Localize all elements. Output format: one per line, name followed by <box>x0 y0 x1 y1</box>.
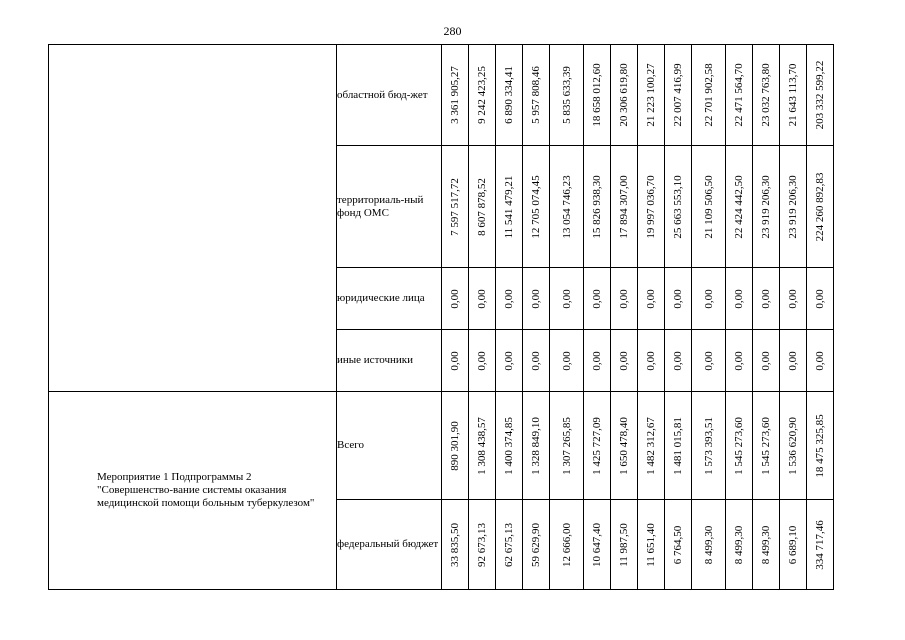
value-text: 22 424 442,50 <box>733 174 745 239</box>
value-cell <box>496 500 523 590</box>
value-cell <box>665 268 692 330</box>
value-cell <box>523 45 550 146</box>
value-text: 18 658 012,60 <box>591 63 603 127</box>
value-text: 0,00 <box>814 350 826 371</box>
value-cell <box>638 500 665 590</box>
value-text: 0,00 <box>760 350 772 371</box>
value-cell <box>550 392 584 500</box>
value-cell <box>496 330 523 392</box>
value-cell <box>496 392 523 500</box>
value-cell <box>584 500 611 590</box>
value-cell <box>807 268 834 330</box>
value-text: 0,00 <box>618 288 630 309</box>
value-cell <box>584 268 611 330</box>
value-cell <box>753 500 780 590</box>
value-cell <box>496 45 523 146</box>
value-cell <box>726 45 753 146</box>
value-cell <box>469 146 496 268</box>
value-text: 0,00 <box>787 350 799 371</box>
value-cell <box>665 500 692 590</box>
value-text: 21 109 506,50 <box>702 174 715 239</box>
value-cell <box>611 500 638 590</box>
value-text: 20 306 619,80 <box>618 63 630 127</box>
value-text: 8 499,30 <box>733 525 745 564</box>
page-number: 280 <box>443 24 462 38</box>
value-text: 3 361 905,27 <box>449 66 461 124</box>
value-text: 22 007 416,99 <box>672 63 684 127</box>
value-cell <box>523 392 550 500</box>
value-text: 0,00 <box>618 350 630 371</box>
value-cell <box>442 330 469 392</box>
value-cell <box>638 330 665 392</box>
value-cell <box>584 146 611 268</box>
value-cell <box>638 392 665 500</box>
value-text: 62 675,13 <box>503 522 515 567</box>
value-text: 1 425 727,09 <box>591 416 603 475</box>
measure-cell <box>49 392 337 590</box>
value-cell <box>550 45 584 146</box>
value-cell <box>442 146 469 268</box>
value-cell <box>638 45 665 146</box>
source-label: иные источники <box>337 330 442 392</box>
value-text: 0,00 <box>645 288 657 309</box>
value-cell <box>496 268 523 330</box>
value-text: 1 573 393,51 <box>702 416 715 475</box>
value-cell <box>469 392 496 500</box>
source-label: федеральный бюджет <box>337 500 442 590</box>
value-text: 5 835 633,39 <box>560 66 573 124</box>
value-text: 0,00 <box>814 288 826 309</box>
value-cell <box>442 268 469 330</box>
value-text: 1 545 273,60 <box>760 416 772 475</box>
value-cell <box>550 330 584 392</box>
value-cell <box>726 392 753 500</box>
value-text: 11 541 479,21 <box>503 175 515 238</box>
value-text: 22 471 564,70 <box>733 63 745 127</box>
table-row <box>49 45 834 146</box>
value-text: 1 482 312,67 <box>645 416 657 475</box>
value-text: 12 705 074,45 <box>530 174 542 239</box>
value-text: 0,00 <box>733 288 745 309</box>
value-text: 21 223 100,27 <box>645 63 657 127</box>
value-cell <box>611 45 638 146</box>
value-cell <box>442 500 469 590</box>
value-cell <box>753 392 780 500</box>
value-cell <box>611 330 638 392</box>
value-cell <box>726 500 753 590</box>
value-text: 10 647,40 <box>591 522 603 567</box>
value-cell <box>665 330 692 392</box>
value-text: 19 997 036,70 <box>645 174 657 239</box>
value-cell <box>611 392 638 500</box>
value-cell <box>523 146 550 268</box>
measure-cell-empty <box>49 45 337 392</box>
value-text: 21 643 113,70 <box>787 63 799 127</box>
value-text: 8 499,30 <box>760 525 772 564</box>
value-cell <box>523 330 550 392</box>
value-cell <box>753 45 780 146</box>
value-text: 23 919 206,30 <box>787 174 799 239</box>
value-text: 15 826 938,30 <box>591 174 603 239</box>
value-text: 18 475 325,85 <box>814 413 826 478</box>
value-text: 6 890 334,41 <box>503 66 515 124</box>
source-label: территориаль-ный фонд ОМС <box>337 146 442 268</box>
value-cell <box>753 146 780 268</box>
value-cell <box>692 45 726 146</box>
source-label: юридические лица <box>337 268 442 330</box>
value-text: 6 689,10 <box>787 525 799 564</box>
value-text: 6 764,50 <box>672 525 684 564</box>
value-text: 0,00 <box>503 288 515 309</box>
value-cell <box>469 330 496 392</box>
value-cell <box>550 268 584 330</box>
value-text: 5 957 808,46 <box>530 66 542 124</box>
value-text: 23 032 763,80 <box>760 63 772 127</box>
value-text: 59 629,90 <box>530 522 542 567</box>
value-cell <box>442 392 469 500</box>
value-cell <box>469 45 496 146</box>
value-cell <box>584 45 611 146</box>
value-text: 0,00 <box>591 288 603 309</box>
value-cell <box>692 330 726 392</box>
value-cell <box>469 268 496 330</box>
value-text: 23 919 206,30 <box>760 174 772 239</box>
value-text: 9 242 423,25 <box>476 66 488 124</box>
value-text: 0,00 <box>449 288 461 309</box>
value-text: 0,00 <box>530 288 542 309</box>
value-text: 0,00 <box>530 350 542 371</box>
value-text: 1 307 265,85 <box>560 416 573 475</box>
value-cell <box>807 330 834 392</box>
value-text: 92 673,13 <box>476 522 488 567</box>
value-text: 0,00 <box>476 350 488 371</box>
value-text: 0,00 <box>702 350 715 371</box>
value-text: 0,00 <box>787 288 799 309</box>
value-cell <box>692 392 726 500</box>
value-cell <box>665 392 692 500</box>
value-text: 0,00 <box>560 350 573 371</box>
value-text: 890 301,90 <box>449 420 461 471</box>
value-text: 8 499,30 <box>702 525 715 564</box>
value-cell <box>726 330 753 392</box>
value-text: 0,00 <box>503 350 515 371</box>
value-cell <box>442 45 469 146</box>
value-text: 1 650 478,40 <box>618 416 630 475</box>
value-cell <box>780 330 807 392</box>
value-cell <box>692 268 726 330</box>
value-text: 11 987,50 <box>618 522 630 567</box>
value-text: 11 651,40 <box>645 522 657 567</box>
value-text: 0,00 <box>672 288 684 309</box>
value-cell <box>726 146 753 268</box>
budget-table <box>48 44 834 590</box>
value-text: 7 597 517,72 <box>449 177 461 236</box>
value-cell <box>469 500 496 590</box>
value-cell <box>584 392 611 500</box>
value-text: 1 481 015,81 <box>672 416 684 475</box>
value-cell <box>550 146 584 268</box>
value-text: 1 545 273,60 <box>733 416 745 475</box>
value-cell <box>584 330 611 392</box>
value-cell <box>665 45 692 146</box>
value-text: 0,00 <box>560 288 573 309</box>
value-text: 1 400 374,85 <box>503 416 515 475</box>
value-cell <box>807 500 834 590</box>
value-cell <box>780 45 807 146</box>
value-text: 224 260 892,83 <box>814 172 826 241</box>
value-cell <box>550 500 584 590</box>
measure-label: Мероприятие 1 Подпрограммы 2 "Совершенство-вание системы оказания медицинской помощи больным туберкулезом" <box>97 471 315 509</box>
value-cell <box>807 45 834 146</box>
value-cell <box>692 500 726 590</box>
value-text: 0,00 <box>672 350 684 371</box>
table-row <box>49 392 834 500</box>
value-cell <box>780 392 807 500</box>
value-cell <box>665 146 692 268</box>
value-cell <box>496 146 523 268</box>
value-cell <box>692 146 726 268</box>
value-cell <box>780 500 807 590</box>
value-cell <box>753 268 780 330</box>
value-text: 0,00 <box>591 350 603 371</box>
value-text: 1 536 620,90 <box>787 416 799 475</box>
value-cell <box>611 268 638 330</box>
value-text: 1 328 849,10 <box>530 416 542 475</box>
value-cell <box>780 146 807 268</box>
value-cell <box>753 330 780 392</box>
value-cell <box>726 268 753 330</box>
value-cell <box>807 146 834 268</box>
value-text: 0,00 <box>645 350 657 371</box>
value-cell <box>611 146 638 268</box>
value-text: 0,00 <box>476 288 488 309</box>
value-text: 203 332 599,22 <box>814 60 826 130</box>
value-text: 0,00 <box>449 350 461 371</box>
value-cell <box>638 268 665 330</box>
value-cell <box>638 146 665 268</box>
value-cell <box>523 500 550 590</box>
value-cell <box>523 268 550 330</box>
value-text: 1 308 438,57 <box>476 416 488 475</box>
value-text: 25 663 553,10 <box>672 174 684 239</box>
value-text: 17 894 307,00 <box>618 174 630 239</box>
value-text: 33 835,50 <box>449 522 461 567</box>
source-label: областной бюд-жет <box>337 45 442 146</box>
value-text: 0,00 <box>760 288 772 309</box>
value-text: 0,00 <box>733 350 745 371</box>
value-text: 12 666,00 <box>560 522 573 567</box>
value-cell <box>780 268 807 330</box>
value-cell <box>807 392 834 500</box>
source-label: Всего <box>337 392 442 500</box>
value-text: 22 701 902,58 <box>702 63 715 127</box>
value-text: 334 717,46 <box>814 519 826 570</box>
value-text: 8 607 878,52 <box>476 177 488 236</box>
value-text: 0,00 <box>702 288 715 309</box>
value-text: 13 054 746,23 <box>560 174 573 239</box>
